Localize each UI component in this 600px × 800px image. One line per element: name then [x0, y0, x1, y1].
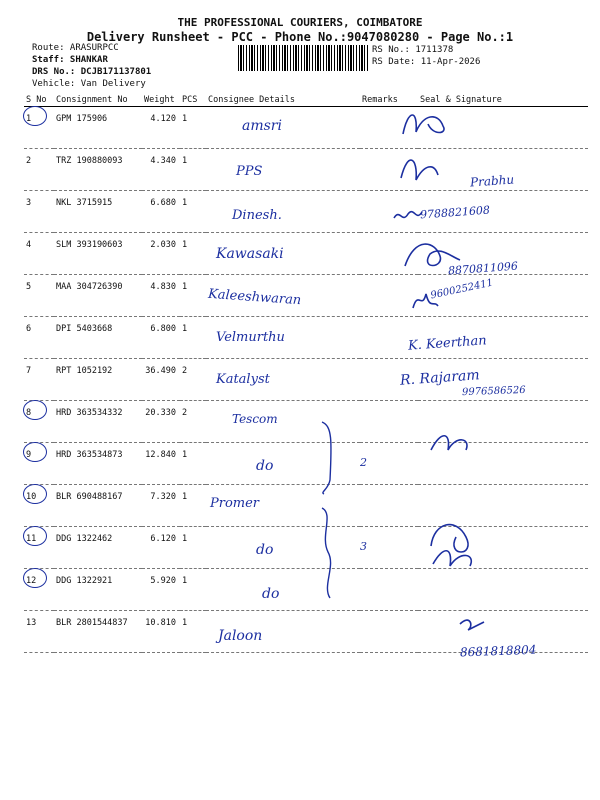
signature-name: K. Keerthan	[407, 333, 488, 354]
remarks-cell	[360, 569, 418, 611]
weight-cell: 10.810	[142, 611, 180, 653]
consignment-cell: DPI 5403668	[54, 317, 142, 359]
meta-right	[372, 44, 480, 68]
remarks-handwriting: 2	[360, 456, 367, 469]
col-consignment: Consignment No	[54, 94, 142, 107]
weight-cell: 6.680	[142, 191, 180, 233]
consignment-cell: GPM 175906	[54, 107, 142, 149]
table-row	[24, 275, 588, 317]
consignee-cell	[206, 107, 360, 149]
consignee-handwriting: Promer	[210, 496, 260, 511]
consignment-cell: DDG 1322462	[54, 527, 142, 569]
s-no-cell: 1	[24, 107, 54, 149]
weight-cell: 4.340	[142, 149, 180, 191]
s-no-cell: 4	[24, 233, 54, 275]
consignment-cell: SLM 393190603	[54, 233, 142, 275]
consignee-handwriting: Jaloon	[218, 628, 263, 644]
pcs-cell: 1	[180, 191, 206, 233]
drs-number: DRS No.: DCJB171137801	[32, 67, 152, 77]
pcs-cell: 1	[180, 107, 206, 149]
col-sno: S No	[24, 94, 54, 107]
weight-cell: 20.330	[142, 401, 180, 443]
sno-circle-mark	[23, 526, 47, 546]
col-signature: Seal & Signature	[418, 94, 588, 107]
route: Route: ARASURPCC	[32, 43, 119, 53]
s-no-cell: 12	[24, 569, 54, 611]
consignment-cell: HRD 363534332	[54, 401, 142, 443]
remarks-handwriting: 3	[360, 540, 367, 553]
sno-circle-mark	[23, 568, 47, 588]
weight-cell: 7.320	[142, 485, 180, 527]
col-weight: Weight	[142, 94, 180, 107]
brace-mark	[318, 506, 342, 606]
consignee-handwriting: Kaleeshwaran	[207, 286, 302, 309]
pcs-cell: 1	[180, 443, 206, 485]
table-header	[24, 94, 588, 107]
meta-left	[32, 42, 151, 90]
sno-circle-mark	[23, 484, 47, 504]
sno-circle-mark	[23, 400, 47, 420]
weight-cell: 4.120	[142, 107, 180, 149]
weight-cell: 4.830	[142, 275, 180, 317]
pcs-cell: 1	[180, 233, 206, 275]
consignee-handwriting: do	[256, 458, 274, 474]
consignee-handwriting: Katalyst	[216, 372, 270, 387]
consignment-cell: NKL 3715915	[54, 191, 142, 233]
signature-scribble	[426, 420, 506, 470]
pcs-cell: 1	[180, 611, 206, 653]
table-row	[24, 317, 588, 359]
rs-date: RS Date: 11-Apr-2026	[372, 57, 481, 67]
signature-scribble	[408, 280, 488, 330]
sno-circle-mark	[23, 106, 47, 126]
consignee-handwriting: do	[262, 586, 280, 602]
phone-handwriting: 8681818804	[459, 642, 537, 660]
consignee-handwriting: amsri	[242, 118, 282, 134]
barcode	[238, 45, 368, 71]
pcs-cell: 1	[180, 317, 206, 359]
phone-handwriting: 9788821608	[419, 203, 491, 222]
s-no-cell: 2	[24, 149, 54, 191]
signature-name: Prabhu	[469, 172, 515, 190]
phone-handwriting: 9600252411	[429, 277, 495, 302]
s-no-cell: 3	[24, 191, 54, 233]
sno-circle-mark	[23, 442, 47, 462]
remarks-cell	[360, 401, 418, 443]
phone-handwriting: 9976586526	[461, 384, 526, 399]
vehicle: Vehicle: Van Delivery	[32, 79, 146, 89]
signature-scribble	[396, 150, 476, 200]
brace-mark	[318, 420, 342, 520]
remarks-cell	[360, 527, 418, 569]
weight-cell: 36.490	[142, 359, 180, 401]
remarks-cell	[360, 611, 418, 653]
s-no-cell: 8	[24, 401, 54, 443]
weight-cell: 2.030	[142, 233, 180, 275]
remarks-cell	[360, 443, 418, 485]
consignee-handwriting: Kawasaki	[216, 246, 284, 262]
consignee-handwriting: Dinesh.	[232, 208, 282, 223]
table-row	[24, 107, 588, 149]
signature-scribble	[400, 236, 480, 286]
col-remarks: Remarks	[360, 94, 418, 107]
s-no-cell: 5	[24, 275, 54, 317]
s-no-cell: 6	[24, 317, 54, 359]
consignee-cell	[206, 191, 360, 233]
s-no-cell: 11	[24, 527, 54, 569]
weight-cell: 5.920	[142, 569, 180, 611]
col-consignee: Consignee Details	[206, 94, 360, 107]
signature-scribble	[458, 614, 538, 664]
consignee-handwriting: Tescom	[232, 412, 278, 426]
rs-number: RS No.: 1711378	[372, 45, 454, 55]
pcs-cell: 1	[180, 569, 206, 611]
s-no-cell: 9	[24, 443, 54, 485]
runsheet-subtitle: Delivery Runsheet - PCC - Phone No.:9047080280 - Page No.:1	[86, 30, 514, 44]
pcs-cell: 1	[180, 149, 206, 191]
pcs-cell: 1	[180, 527, 206, 569]
consignment-cell: BLR 690488167	[54, 485, 142, 527]
pcs-cell: 1	[180, 275, 206, 317]
consignment-cell: TRZ 190880093	[54, 149, 142, 191]
weight-cell: 6.800	[142, 317, 180, 359]
s-no-cell: 10	[24, 485, 54, 527]
s-no-cell: 13	[24, 611, 54, 653]
pcs-cell: 1	[180, 485, 206, 527]
consignee-handwriting: PPS	[236, 164, 263, 179]
consignee-handwriting: do	[256, 542, 274, 558]
consignment-cell: MAA 304726390	[54, 275, 142, 317]
consignment-cell: BLR 2801544837	[54, 611, 142, 653]
phone-handwriting: 8870811096	[447, 259, 519, 278]
weight-cell: 12.840	[142, 443, 180, 485]
col-pcs: PCS	[180, 94, 206, 107]
company-title: THE PROFESSIONAL COURIERS, COIMBATORE	[177, 16, 423, 29]
staff: Staff: SHANKAR	[32, 55, 108, 65]
weight-cell: 6.120	[142, 527, 180, 569]
consignment-cell: RPT 1052192	[54, 359, 142, 401]
signature-scribble	[428, 534, 508, 584]
consignment-cell: DDG 1322921	[54, 569, 142, 611]
pcs-cell: 2	[180, 359, 206, 401]
consignee-cell	[206, 149, 360, 191]
consignee-handwriting: Velmurthu	[216, 330, 285, 345]
consignment-cell: HRD 363534873	[54, 443, 142, 485]
signature-name: R. Rajaram	[399, 367, 481, 389]
pcs-cell: 2	[180, 401, 206, 443]
table-row	[24, 191, 588, 233]
remarks-cell	[360, 485, 418, 527]
s-no-cell: 7	[24, 359, 54, 401]
signature-scribble	[398, 104, 478, 154]
